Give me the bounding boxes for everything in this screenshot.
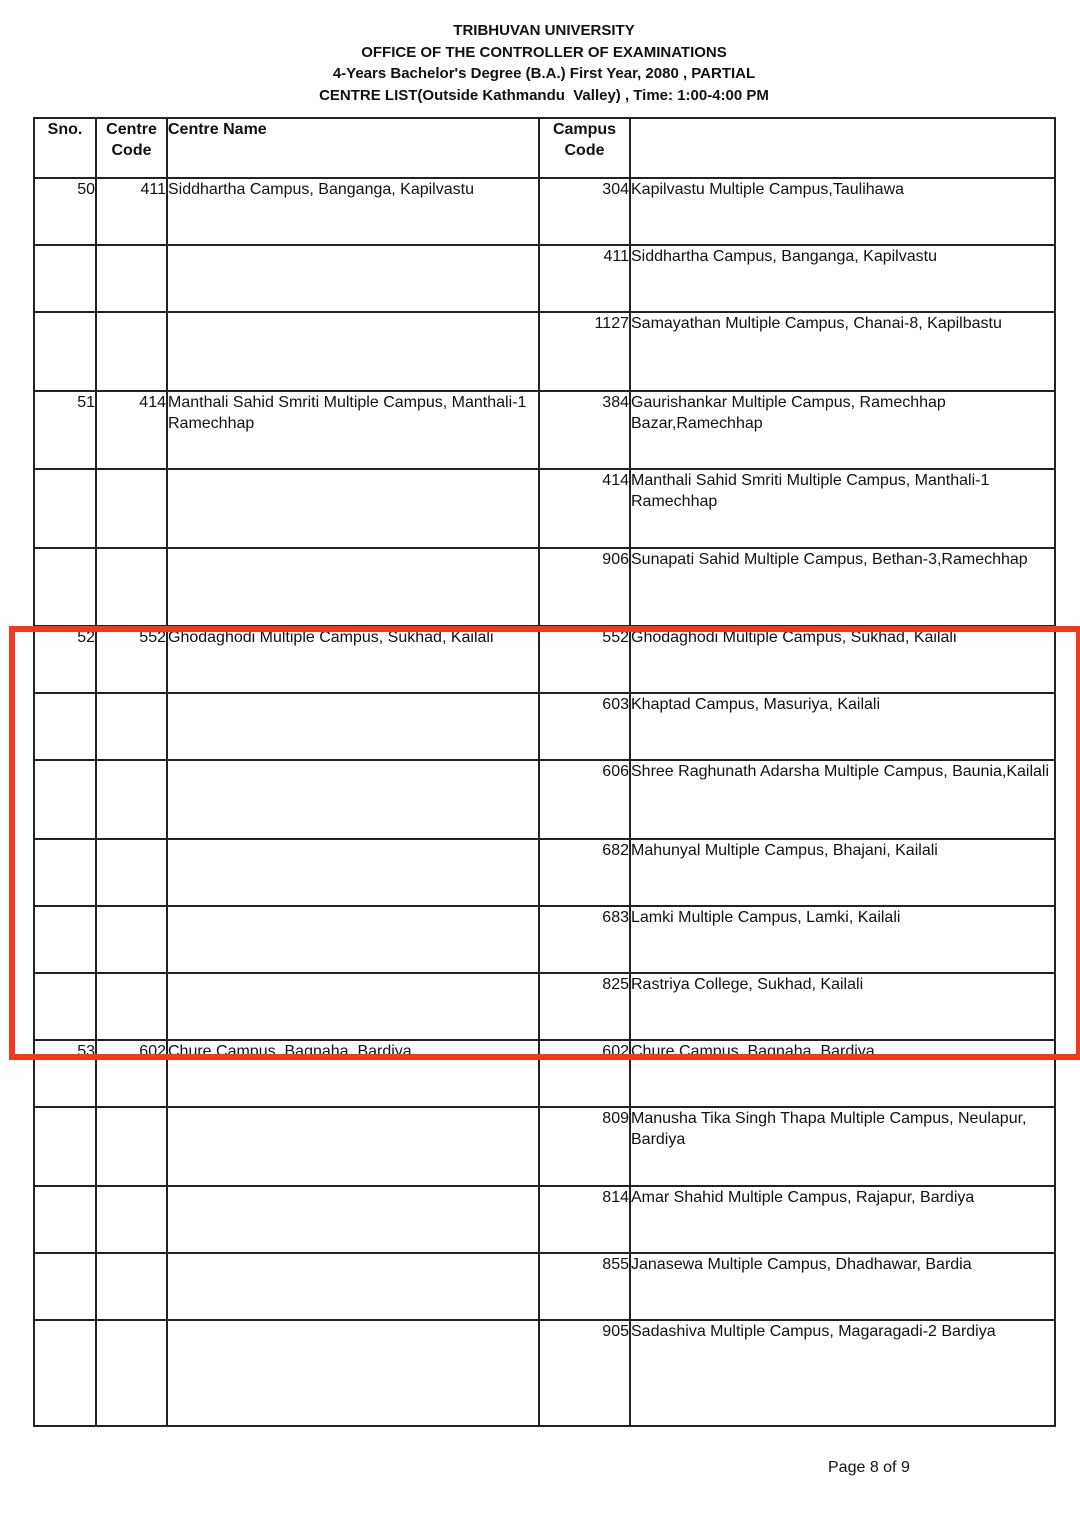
cell-campus-code: 414 [539,469,630,548]
cell-campus-code: 809 [539,1107,630,1186]
table-row [34,760,1055,839]
cell-campus-name: Gaurishankar Multiple Campus, Ramechhap Bazar,Ramechhap [630,391,1055,469]
cell-centre-code [96,1186,167,1253]
cell-sno [34,1253,96,1320]
cell-campus-code: 602 [539,1040,630,1107]
cell-campus-code: 683 [539,906,630,973]
document-header [0,20,1080,106]
cell-centre-code [96,906,167,973]
cell-centre-name [167,548,539,626]
cell-centre-name [167,760,539,839]
table-row [34,626,1055,693]
cell-centre-code [96,548,167,626]
cell-sno: 51 [34,391,96,469]
centre-list-table [33,117,1056,1427]
cell-centre-name [167,1186,539,1253]
cell-campus-name: Shree Raghunath Adarsha Multiple Campus, Baunia,Kailali [630,760,1055,839]
cell-campus-code: 682 [539,839,630,906]
table-row [34,1320,1055,1426]
cell-centre-code [96,312,167,391]
cell-campus-name: Chure Campus, Bagnaha, Bardiya [630,1040,1055,1107]
cell-centre-name [167,312,539,391]
cell-sno [34,1186,96,1253]
cell-sno: 52 [34,626,96,693]
cell-centre-code: 552 [96,626,167,693]
cell-campus-name: Siddhartha Campus, Banganga, Kapilvastu [630,245,1055,312]
cell-centre-code: 411 [96,178,167,245]
cell-centre-code [96,973,167,1040]
cell-campus-code: 552 [539,626,630,693]
cell-centre-name [167,1253,539,1320]
cell-centre-code [96,1320,167,1426]
cell-campus-name: Mahunyal Multiple Campus, Bhajani, Kailali [630,839,1055,906]
cell-sno [34,245,96,312]
cell-campus-code: 905 [539,1320,630,1426]
cell-campus-name: Manthali Sahid Smriti Multiple Campus, Manthali-1 Ramechhap [630,469,1055,548]
cell-centre-code [96,245,167,312]
cell-campus-name: Kapilvastu Multiple Campus,Taulihawa [630,178,1055,245]
cell-centre-name: Ghodaghodi Multiple Campus, Sukhad, Kailali [167,626,539,693]
column-header-campus-name [630,118,1055,178]
cell-sno [34,906,96,973]
cell-campus-code: 1127 [539,312,630,391]
cell-centre-name [167,973,539,1040]
table-row [34,178,1055,245]
cell-centre-name: Chure Campus, Bagnaha, Bardiya [167,1040,539,1107]
table-row [34,1107,1055,1186]
cell-sno [34,973,96,1040]
cell-campus-name: Ghodaghodi Multiple Campus, Sukhad, Kailali [630,626,1055,693]
cell-centre-code: 602 [96,1040,167,1107]
cell-centre-name [167,1107,539,1186]
table-body [34,178,1055,1426]
column-header-centre-name: Centre Name [167,118,539,178]
cell-campus-code: 814 [539,1186,630,1253]
cell-centre-code [96,1253,167,1320]
cell-centre-name [167,245,539,312]
cell-centre-code [96,839,167,906]
column-header-centre-code: Centre Code [96,118,167,178]
cell-centre-code [96,693,167,760]
cell-campus-code: 603 [539,693,630,760]
cell-campus-code: 411 [539,245,630,312]
table-row [34,1040,1055,1107]
cell-campus-name: Rastriya College, Sukhad, Kailali [630,973,1055,1040]
cell-sno [34,548,96,626]
cell-centre-code [96,1107,167,1186]
table-row [34,1186,1055,1253]
cell-campus-code: 384 [539,391,630,469]
cell-campus-name: Khaptad Campus, Masuriya, Kailali [630,693,1055,760]
cell-sno [34,1320,96,1426]
cell-campus-name: Janasewa Multiple Campus, Dhadhawar, Bardia [630,1253,1055,1320]
table-row [34,312,1055,391]
cell-centre-name: Siddhartha Campus, Banganga, Kapilvastu [167,178,539,245]
centre-list-title: CENTRE LIST(Outside Kathmandu Valley) , Time: 1:00-4:00 PM [319,86,769,104]
cell-campus-code: 855 [539,1253,630,1320]
cell-sno [34,312,96,391]
cell-sno: 53 [34,1040,96,1107]
cell-centre-name [167,906,539,973]
cell-campus-name: Sadashiva Multiple Campus, Magaragadi-2 Bardiya [630,1320,1055,1426]
column-header-campus-code: Campus Code [539,118,630,178]
cell-centre-name [167,469,539,548]
university-title: TRIBHUVAN UNIVERSITY [453,22,635,39]
table-row [34,839,1055,906]
exam-title: 4-Years Bachelor's Degree (B.A.) First Year, 2080 , PARTIAL [332,65,756,82]
column-header-sno: Sno. [34,118,96,178]
cell-sno [34,693,96,760]
cell-campus-name: Amar Shahid Multiple Campus, Rajapur, Bardiya [630,1186,1055,1253]
cell-campus-name: Sunapati Sahid Multiple Campus, Bethan-3,Ramechhap [630,548,1055,626]
cell-campus-name: Manusha Tika Singh Thapa Multiple Campus, Neulapur, Bardiya [630,1107,1055,1186]
table-row [34,906,1055,973]
cell-centre-name [167,693,539,760]
page-number: Page 8 of 9 [828,1459,910,1476]
table-header-row [34,118,1055,178]
cell-centre-code [96,760,167,839]
cell-sno: 50 [34,178,96,245]
cell-sno [34,1107,96,1186]
cell-centre-code [96,469,167,548]
office-title: OFFICE OF THE CONTROLLER OF EXAMINATIONS [361,43,727,61]
table-row [34,973,1055,1040]
cell-campus-code: 304 [539,178,630,245]
cell-campus-name: Samayathan Multiple Campus, Chanai-8, Kapilbastu [630,312,1055,391]
table-row [34,693,1055,760]
table-row [34,1253,1055,1320]
cell-campus-code: 906 [539,548,630,626]
cell-campus-code: 606 [539,760,630,839]
cell-sno [34,760,96,839]
cell-sno [34,839,96,906]
cell-centre-name: Manthali Sahid Smriti Multiple Campus, Manthali-1 Ramechhap [167,391,539,469]
table-row [34,469,1055,548]
cell-centre-name [167,1320,539,1426]
cell-campus-name: Lamki Multiple Campus, Lamki, Kailali [630,906,1055,973]
table-row [34,548,1055,626]
cell-campus-code: 825 [539,973,630,1040]
table-row [34,245,1055,312]
table-row [34,391,1055,469]
cell-sno [34,469,96,548]
cell-centre-name [167,839,539,906]
cell-centre-code: 414 [96,391,167,469]
